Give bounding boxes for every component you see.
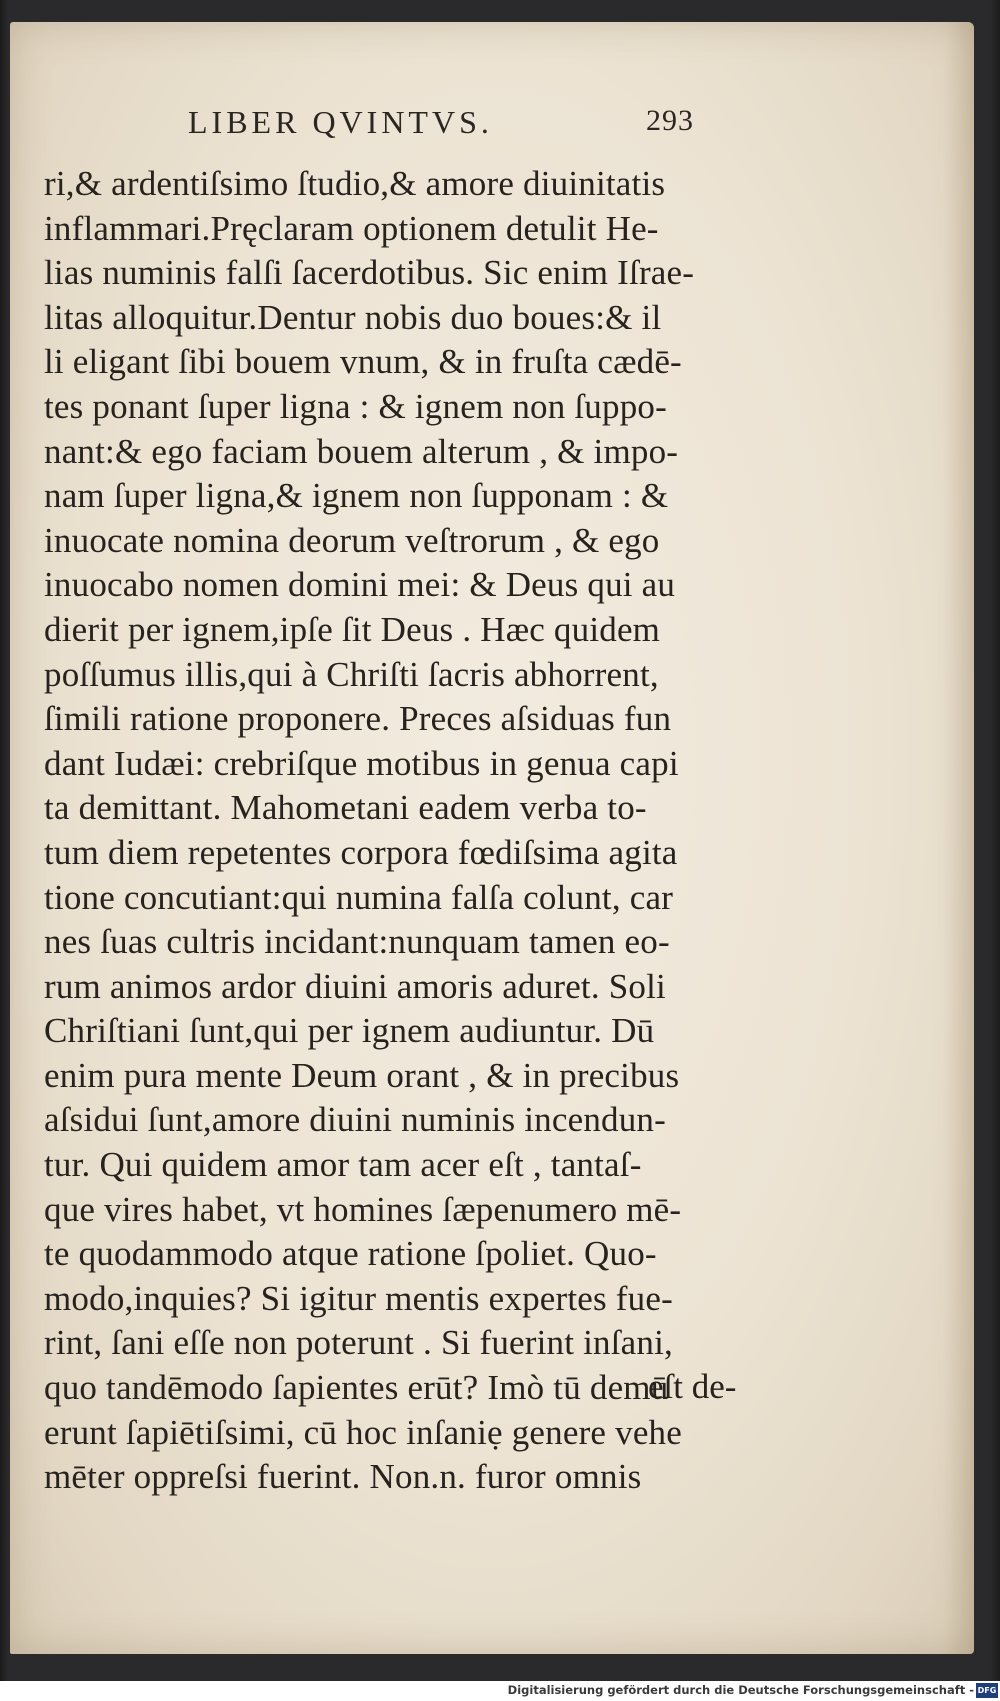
text-line: mēter oppreſsi fuerint. Non.n. furor omnis (44, 1457, 642, 1497)
text-line: lias numinis falſi ſacerdotibus. Sic enim Iſrae- (44, 253, 695, 293)
text-line: ta demittant. Mahometani eadem verba to- (44, 788, 647, 828)
text-line: ſimili ratione proponere. Preces aſsiduas fun (44, 699, 672, 739)
text-line: inflammari.Pręclaram optionem detulit He- (44, 208, 659, 248)
text-line: rint, ſani eſſe non poterunt . Si fuerint inſani, (44, 1323, 673, 1363)
page-number: 293 (646, 104, 694, 137)
text-line: rum animos ardor diuini amoris aduret. Soli (44, 966, 666, 1006)
text-line: tione concutiant:qui numina falſa colunt, car (44, 877, 674, 917)
footer-bar (0, 1681, 1000, 1701)
body-text (44, 162, 784, 1500)
text-line: tum diem repetentes corpora fœdiſsima agita (44, 832, 678, 872)
text-line: te quodammodo atque ratione ſpoliet. Quo- (44, 1234, 657, 1274)
text-line: poſſumus illis,qui à Chriſti ſacris abhorrent, (44, 654, 659, 694)
running-head (10, 104, 974, 150)
text-line: que vires habet, vt homines ſæpenumero mē- (44, 1189, 682, 1229)
text-line: tes ponant ſuper ligna : & ignem non ſuppo- (44, 386, 667, 426)
text-line: inuocate nomina deorum veſtrorum , & ego (44, 520, 660, 560)
text-line: inuocabo nomen domini mei: & Deus qui au (44, 565, 676, 605)
text-line: nam ſuper ligna,& ignem non ſupponam : & (44, 476, 669, 516)
text-line: enim pura mente Deum orant , & in precibus (44, 1055, 680, 1095)
text-line: litas alloquitur.Dentur nobis duo boues:& il (44, 297, 662, 337)
running-head-title: LIBER QVINTVS. (188, 104, 493, 140)
text-line: nes ſuas cultris incidant:nunquam tamen eo- (44, 922, 670, 962)
text-line: tur. Qui quidem amor tam acer eſt , tantaſ- (44, 1145, 642, 1185)
funding-credit: Digitalisierung gefördert durch die Deutsche Forschungsgemeinschaft - (507, 1683, 974, 1697)
text-line: modo,inquies? Si igitur mentis expertes fue- (44, 1278, 673, 1318)
page-edge (944, 22, 974, 1654)
text-line: dant Iudæi: crebriſque motibus in genua capi (44, 743, 679, 783)
text-line: quo tandēmodo ſapientes erūt? Imò tū demū (44, 1368, 669, 1408)
book-page (10, 22, 974, 1654)
text-line: Chriſtiani ſunt,qui per ignem audiuntur. Dū (44, 1011, 655, 1051)
catchword: eſt de- (648, 1367, 737, 1406)
text-line: nant:& ego faciam bouem alterum , & impo- (44, 431, 679, 471)
text-line: erunt ſapiētiſsimi, cū hoc inſaniẹ genere vehe (44, 1412, 682, 1452)
text-line: aſsidui ſunt,amore diuini numinis incendun- (44, 1100, 666, 1140)
dfg-logo: DFG (976, 1683, 998, 1698)
text-line: li eligant ſibi bouem vnum, & in fruſta cædē- (44, 342, 682, 382)
text-line: dierit per ignem,ipſe ſit Deus . Hæc quidem (44, 609, 661, 649)
text-line: ri,& ardentiſsimo ſtudio,& amore diuinitatis (44, 164, 666, 203)
